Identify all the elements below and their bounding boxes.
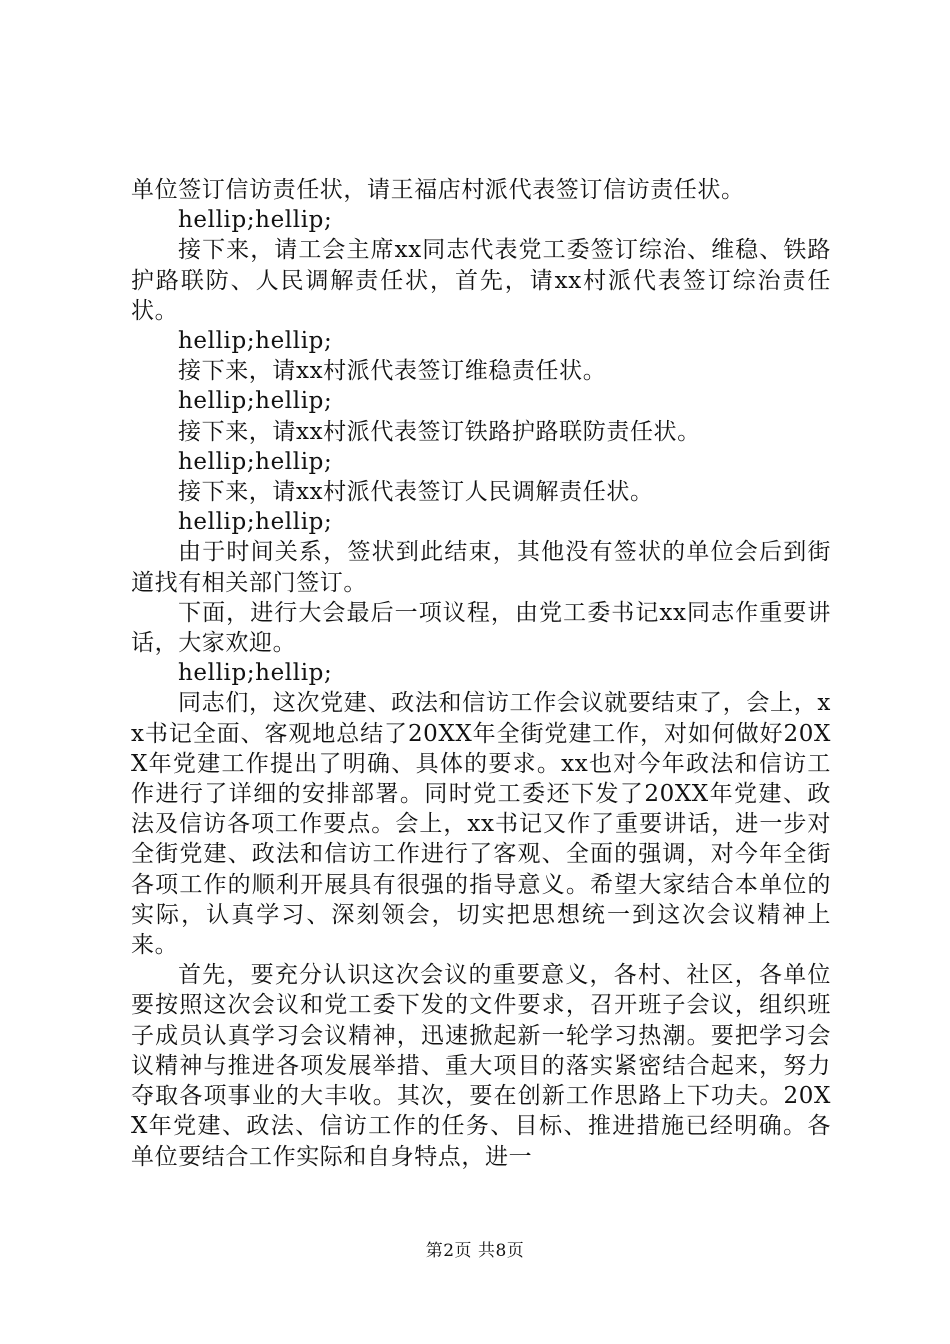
paragraph: hellip;hellip; xyxy=(178,660,333,687)
page-number-label: 第2页 共8页 xyxy=(425,1241,525,1261)
paragraph: hellip;hellip; xyxy=(178,388,333,415)
paragraph: 首先，要充分认识这次会议的重要意义，各村、社区，各单位要按照这次会议和党工委下发的文件要求，召开班子会议，组织班子成员认真学习会议精神，迅速掀起新一轮学习热潮。要把学习会议精神与推进各项发展举措、重大项目的落实紧密结合起来，努力夺取各项事业的大丰收。其次，要在创新工作思路上下功夫。20XX年党建、政法、信访工作的任务、目标、推进措施已经明确。各单位要结合工作实际和自身特点，进一 xyxy=(131,962,831,1170)
paragraph: 接下来，请工会主席xx同志代表党工委签订综治、维稳、铁路护路联防、人民调解责任状，首先，请xx村派代表签订综治责任状。 xyxy=(131,237,831,324)
paragraph: 接下来，请xx村派代表签订维稳责任状。 xyxy=(178,358,607,385)
paragraph: 同志们，这次党建、政法和信访工作会议就要结束了，会上，xx书记全面、客观地总结了20XX年全街党建工作，对如何做好20XX年党建工作提出了明确、具体的要求。xx也对今年政法和信访工作进行了详细的安排部署。同时党工委还下发了20XX年党建、政法及信访各项工作要点。会上，xx书记又作了重要讲话，进一步对全街党建、政法和信访工作进行了客观、全面的强调，对今年全街各项工作的顺利开展具有很强的指导意义。希望大家结合本单位的实际，认真学习、深刻领会，切实把思想统一到这次会议精神上来。 xyxy=(131,690,831,959)
paragraph: 下面，进行大会最后一项议程，由党工委书记xx同志作重要讲话，大家欢迎。 xyxy=(131,599,831,657)
page-footer xyxy=(0,1240,950,1262)
document-body xyxy=(131,175,831,1172)
paragraph: 单位签订信访责任状，请王福店村派代表签订信访责任状。 xyxy=(131,177,745,203)
paragraph: hellip;hellip; xyxy=(178,328,333,355)
paragraph: hellip;hellip; xyxy=(178,448,333,475)
paragraph: hellip;hellip; xyxy=(178,509,333,536)
paragraph: 接下来，请xx村派代表签订人民调解责任状。 xyxy=(178,479,654,506)
paragraph: 接下来，请xx村派代表签订铁路护路联防责任状。 xyxy=(178,418,701,445)
paragraph: 由于时间关系，签状到此结束，其他没有签状的单位会后到街道找有相关部门签订。 xyxy=(131,539,831,596)
paragraph: hellip;hellip; xyxy=(178,207,333,234)
